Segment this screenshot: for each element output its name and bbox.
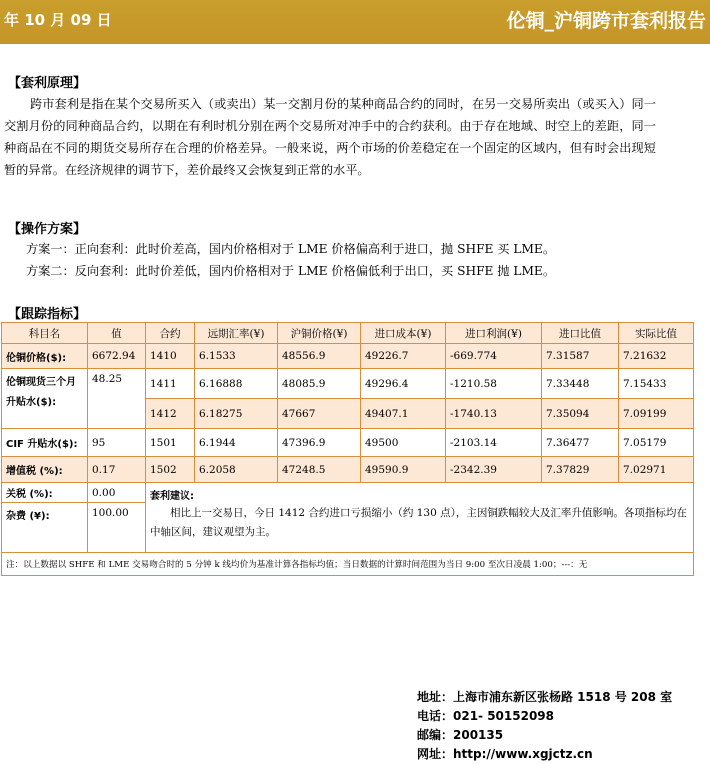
actual-ratio-cell: 7.05179 <box>619 429 694 457</box>
import-ratio-cell: 7.33448 <box>542 369 619 399</box>
rate-cell: 6.1944 <box>195 429 278 457</box>
import-profit-cell: -2103.14 <box>446 429 542 457</box>
item-value: 6672.94 <box>88 344 146 369</box>
phone: 电话：021- 50152098 <box>417 709 555 723</box>
principle-heading: 【套利原理】 <box>8 76 87 91</box>
import-profit-cell: -1740.13 <box>446 399 542 429</box>
col-header: 值 <box>88 323 146 344</box>
col-header: 进口成本(¥) <box>361 323 446 344</box>
item-name: 杂费 (¥): <box>2 503 88 553</box>
rate-cell: 6.16888 <box>195 369 278 399</box>
table-row <box>2 344 694 369</box>
import-cost-cell: 49407.1 <box>361 399 446 429</box>
item-name: 伦铜价格($): <box>2 344 88 369</box>
item-name: 增值税 (%): <box>2 457 88 483</box>
contract-cell: 1411 <box>146 369 195 399</box>
import-cost-cell: 49500 <box>361 429 446 457</box>
plan-2: 方案二：反向套利：此时价差低，国内价格相对于 LME 价格偏低利于出口，买 SHFE 抛 LME。 <box>26 264 556 278</box>
contract-cell: 1502 <box>146 457 195 483</box>
tracking-table <box>1 322 694 576</box>
contract-cell: 1410 <box>146 344 195 369</box>
shfe-price-cell: 48556.9 <box>278 344 361 369</box>
import-ratio-cell: 7.31587 <box>542 344 619 369</box>
report-header <box>0 0 710 44</box>
import-cost-cell: 49590.9 <box>361 457 446 483</box>
col-header: 进口利润(¥) <box>446 323 542 344</box>
import-profit-cell: -2342.39 <box>446 457 542 483</box>
col-header: 合约 <box>146 323 195 344</box>
plan-1: 方案一：正向套利：此时价差高，国内价格相对于 LME 价格偏高利于进口，抛 SHFE 买 LME。 <box>26 242 556 256</box>
operation-heading: 【操作方案】 <box>8 222 87 237</box>
actual-ratio-cell: 7.15433 <box>619 369 694 399</box>
import-cost-cell: 49226.7 <box>361 344 446 369</box>
report-date: 年 10 月 09 日 <box>4 11 112 29</box>
col-header: 进口比值 <box>542 323 619 344</box>
principle-text: 跨市套利是指在某个交易所买入（或卖出）某一交割月份的某种商品合约的同时，在另一交易所卖出（或买入）同一交割月份的同种商品合约，以期在有利时机分别在两个交易所对冲手中的合约获利。由于存在地域、时空上的差距，同一种商品在不同的期货交易所存在合理的价格差异。一般来说，两个市场的价差稳定在一个固定的区域内，但有时会出现短暂的异常。在经济规律的调节下，差价最终又会恢复到正常的水平。 <box>4 97 656 177</box>
advice-cell <box>146 483 694 553</box>
contact-info <box>417 688 672 764</box>
col-header: 沪铜价格(¥) <box>278 323 361 344</box>
actual-ratio-cell: 7.09199 <box>619 399 694 429</box>
shfe-price-cell: 47667 <box>278 399 361 429</box>
col-header: 远期汇率(¥) <box>195 323 278 344</box>
table-row <box>2 457 694 483</box>
advice-text: 相比上一交易日，今日 1412 合约进口亏损缩小（约 130 点），主因铜跌幅较大及汇率升值影响。各项指标均在中轴区间，建议观望为主。 <box>150 507 687 538</box>
import-ratio-cell: 7.35094 <box>542 399 619 429</box>
postcode: 邮编：200135 <box>417 728 504 742</box>
shfe-price-cell: 47396.9 <box>278 429 361 457</box>
shfe-price-cell: 47248.5 <box>278 457 361 483</box>
item-value: 48.25 <box>88 369 146 429</box>
item-name: 伦铜现货三个月升贴水($): <box>2 369 88 429</box>
website: 网址：http://www.xgjctz.cn <box>417 747 593 761</box>
item-name: 关税 (%): <box>2 483 88 503</box>
item-name: CIF 升贴水($): <box>2 429 88 457</box>
rate-cell: 6.1533 <box>195 344 278 369</box>
table-row <box>2 483 694 503</box>
import-ratio-cell: 7.36477 <box>542 429 619 457</box>
address: 地址：上海市浦东新区张杨路 1518 号 208 室 <box>417 690 673 704</box>
item-value: 0.17 <box>88 457 146 483</box>
import-ratio-cell: 7.37829 <box>542 457 619 483</box>
actual-ratio-cell: 7.02971 <box>619 457 694 483</box>
table-row <box>2 429 694 457</box>
report-title: 伦铜_沪铜跨市套利报告 <box>506 10 706 32</box>
table-note: 注：以上数据以 SHFE 和 LME 交易吻合时的 5 分钟 k 线均价为基准计算各指标均值；当日数据的计算时间范围为当日 9:00 至次日凌晨 1:00；---：无 <box>2 553 694 576</box>
rate-cell: 6.18275 <box>195 399 278 429</box>
rate-cell: 6.2058 <box>195 457 278 483</box>
item-value: 95 <box>88 429 146 457</box>
import-profit-cell: -669.774 <box>446 344 542 369</box>
table-row <box>2 369 694 399</box>
contract-cell: 1412 <box>146 399 195 429</box>
table-header-row <box>2 323 694 344</box>
import-profit-cell: -1210.58 <box>446 369 542 399</box>
col-header: 实际比值 <box>619 323 694 344</box>
col-header: 科目名 <box>2 323 88 344</box>
import-cost-cell: 49296.4 <box>361 369 446 399</box>
actual-ratio-cell: 7.21632 <box>619 344 694 369</box>
contract-cell: 1501 <box>146 429 195 457</box>
shfe-price-cell: 48085.9 <box>278 369 361 399</box>
tracking-heading: 【跟踪指标】 <box>8 307 87 322</box>
advice-title: 套利建议: <box>150 491 194 502</box>
note-row <box>2 553 694 576</box>
item-value: 0.00 <box>88 483 146 503</box>
item-value: 100.00 <box>88 503 146 553</box>
